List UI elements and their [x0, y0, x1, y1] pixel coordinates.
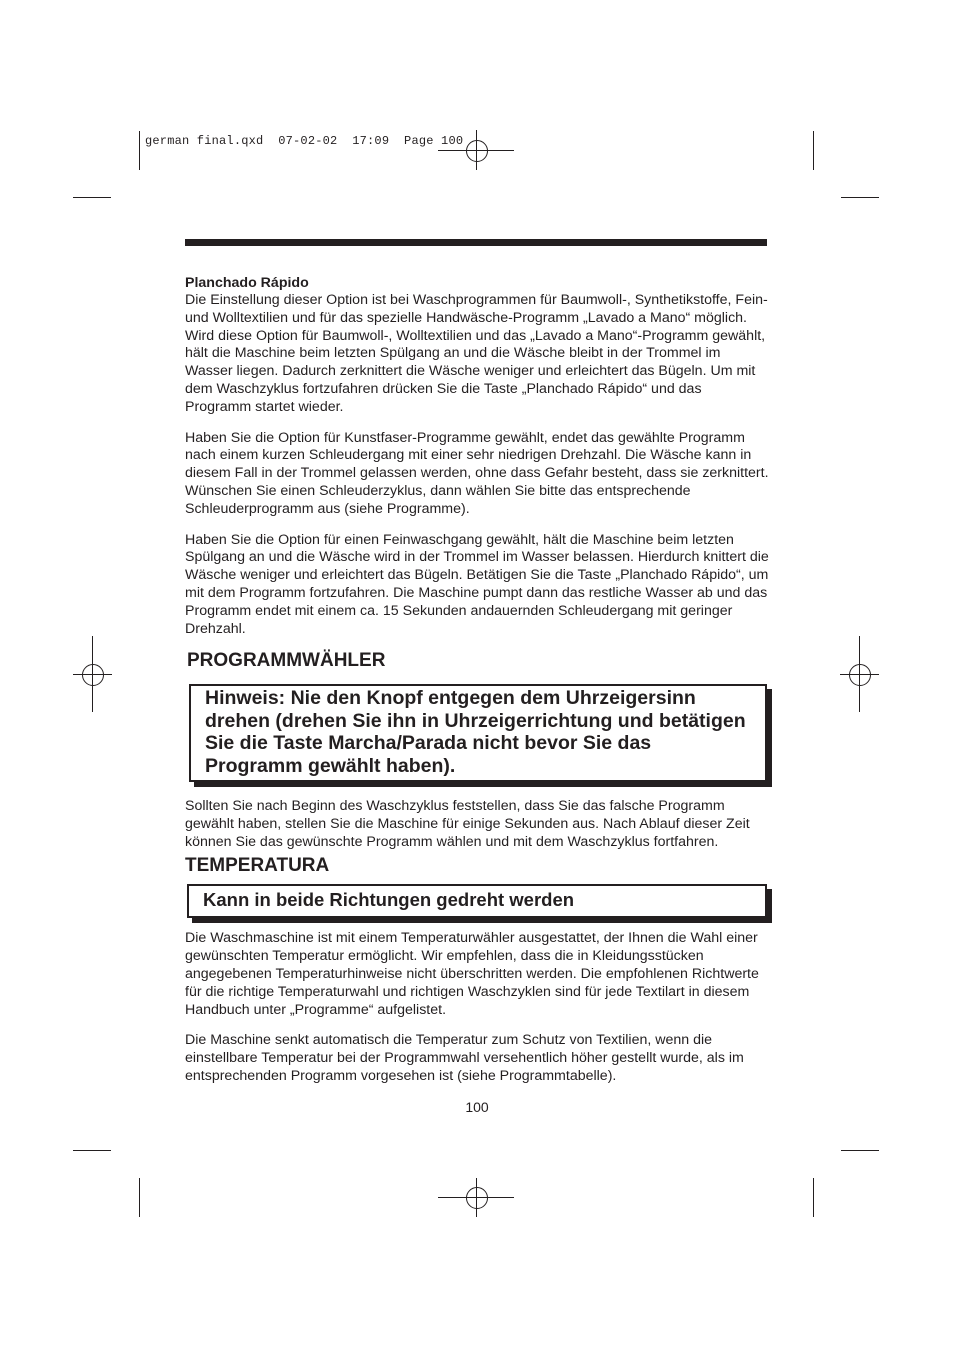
paragraph: Die Maschine senkt automatisch die Temperatur zum Schutz von Textilien, wenn die einstellbare Temperatur bei der Programmwahl versehentlich höher gestellt wurde, als im entsprechenden Programm vorgesehen ist (siehe Programmtabelle).: [185, 1032, 744, 1084]
crop-mark: [139, 131, 140, 170]
page-content: [185, 274, 769, 1099]
page-number: 100: [465, 1099, 489, 1115]
paragraph: Haben Sie die Option für Kunstfaser-Programme gewählt, endet das gewählte Programm nach einem kurzen Schleudergang mit einer sehr niedrigen Drehzahl. Die Wäsche kann in diesem Fall in der Trommel gelassen werden, ohne dass Gefahr besteht, dass sie zerknittert. Wünschen Sie einen Schleuderzyklus, dann wählen Sie bitte das entsprechende Schleuderprogramm aus (siehe Programme).: [185, 429, 769, 517]
crop-mark: [813, 1178, 814, 1217]
crop-mark: [813, 131, 814, 170]
crop-mark: [841, 1150, 879, 1151]
paragraph: Die Einstellung dieser Option ist bei Waschprogrammen für Baumwoll-, Synthetikstoffe, Fein- und Wolltextilien und für das spezielle Handwäsche-Programm „Lavado a Mano“ möglich. Wird diese Option für Baumwoll-, Wolltextilien und das „Lavado a Mano“-Programm gewählt, hält die Maschine beim letzten Spülgang an und die Wäsche bleibt in der Trommel im Wasser liegen. Dadurch zerknittert die Wäsche weniger und erleichtert das Bügeln. Um mit dem Waschzyklus fortzufahren drücken Sie die Taste „Planchado Rápido“ und das Programm startet wieder.: [185, 292, 768, 415]
notice-text: Kann in beide Richtungen gedreht werden: [203, 889, 575, 911]
print-slug: german final.qxd 07-02-02 17:09 Page 100: [145, 134, 464, 148]
paragraph: Die Waschmaschine ist mit einem Temperaturwähler ausgestattet, der Ihnen die Wahl einer gewünschten Temperatur ermöglicht. Wir empfehlen, dass die in Kleidungsstücken angegebenen Temperaturhinweise nicht überschritten werden. Die empfohlenen Richtwerte für die richtige Temperaturwahl und richtigen Waschzyklen sind für jede Textilart in diesem Handbuch unter „Programme“ aufgelistet.: [185, 930, 759, 1018]
crop-mark: [73, 1150, 111, 1151]
header-rule: [185, 239, 767, 246]
heading-temperatura: TEMPERATURA: [185, 855, 330, 877]
notice-box-programm: [189, 684, 767, 782]
subheading-planchado: Planchado Rápido: [185, 275, 309, 291]
paragraph: Sollten Sie nach Beginn des Waschzyklus feststellen, dass Sie das falsche Programm gewählt haben, stellen Sie die Maschine für einige Sekunden aus. Nach Ablauf dieser Zeit können Sie das gewünschte Programm wählen und mit dem Waschzyklus fortfahren.: [185, 797, 750, 850]
heading-programmwahler: PROGRAMMWÄHLER: [187, 650, 386, 672]
notice-box-temperatura: [187, 884, 767, 918]
crop-mark: [841, 197, 879, 198]
notice-text: Hinweis: Nie den Knopf entgegen dem Uhrzeigersinn drehen (drehen Sie ihn in Uhrzeigerrichtung und betätigen Sie die Taste Marcha/Parada nicht bevor Sie das Programm gewählt haben).: [205, 687, 746, 777]
crop-mark: [73, 197, 111, 198]
crop-mark: [139, 1178, 140, 1217]
paragraph: Haben Sie die Option für einen Feinwaschgang gewählt, hält die Maschine beim letzten Spülgang an und die Wäsche wird in der Trommel im Wasser belassen. Hierdurch knittert die Wäsche weniger und erleichtert das Bügeln. Betätigen Sie die Taste „Planchado Rápido“, um mit dem Programm fortzufahren. Die Maschine pumpt dann das restliche Wasser ab und das Programm endet mit einem ca. 15 Sekunden andauernden Schleudergang mit geringer Drehzahl.: [185, 531, 769, 637]
